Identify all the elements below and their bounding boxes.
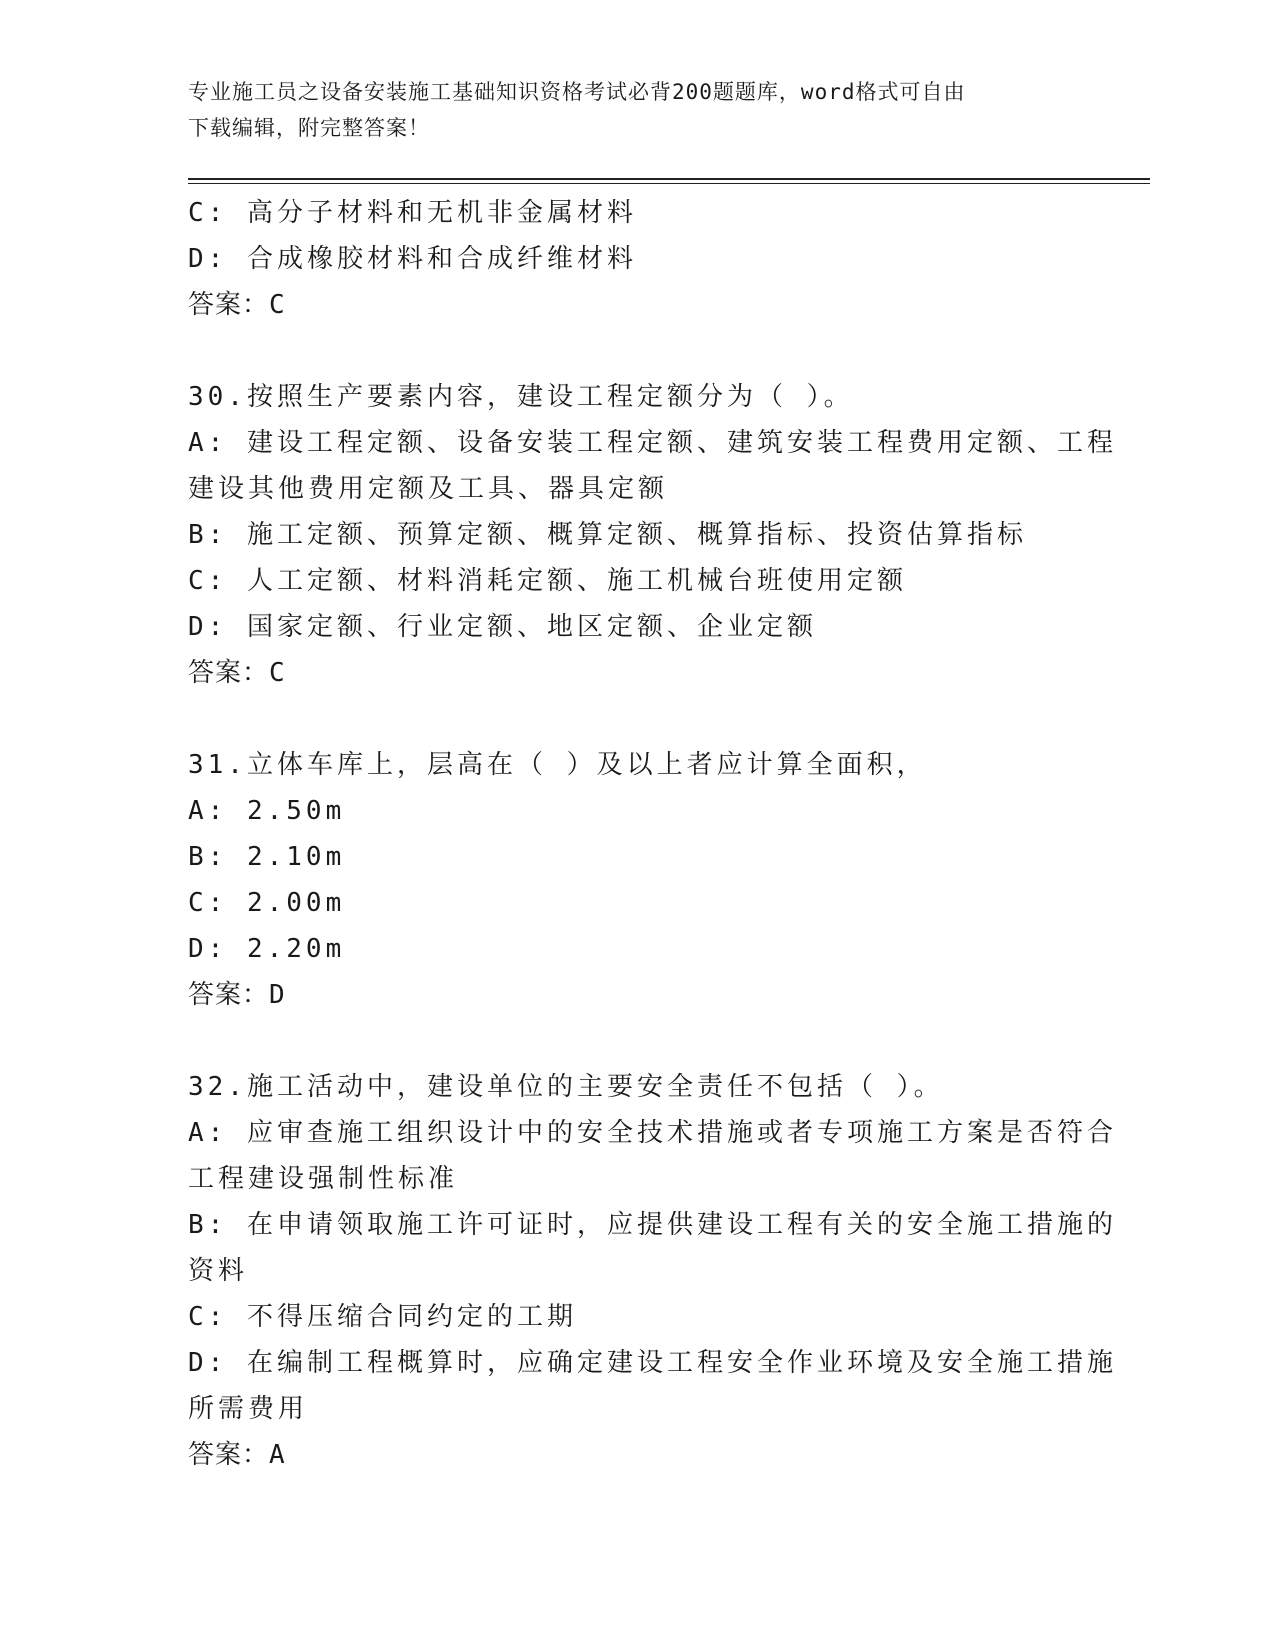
option-a: A: 2.50m bbox=[188, 796, 346, 826]
option-a-continued: 建设其他费用定额及工具、器具定额 bbox=[188, 474, 669, 504]
document-body bbox=[188, 190, 1117, 1478]
option-d: D: 合成橡胶材料和合成纤维材料 bbox=[188, 244, 637, 274]
option-c: C: 不得压缩合同约定的工期 bbox=[188, 1302, 577, 1332]
answer: 答案：A bbox=[188, 1440, 286, 1470]
page-header bbox=[188, 74, 1088, 146]
spacer bbox=[188, 328, 1088, 374]
option-d: D: 国家定额、行业定额、地区定额、企业定额 bbox=[188, 612, 817, 642]
option-b: B: 2.10m bbox=[188, 842, 346, 872]
answer: 答案：C bbox=[188, 658, 286, 688]
option-c: C: 人工定额、材料消耗定额、施工机械台班使用定额 bbox=[188, 566, 907, 596]
header-line-2: 下载编辑，附完整答案！ bbox=[188, 116, 430, 140]
question-30 bbox=[188, 374, 1117, 696]
question-31 bbox=[188, 742, 1088, 1018]
option-b-continued: 资料 bbox=[188, 1256, 249, 1286]
option-a-continued: 工程建设强制性标准 bbox=[188, 1164, 459, 1194]
answer: 答案：C bbox=[188, 290, 286, 320]
option-c: C: 高分子材料和无机非金属材料 bbox=[188, 198, 637, 228]
spacer bbox=[188, 696, 1088, 742]
header-line-1: 专业施工员之设备安装施工基础知识资格考试必背200题题库，word格式可自由 bbox=[188, 80, 966, 104]
question-text: 30.按照生产要素内容，建设工程定额分为（ ）。 bbox=[188, 382, 854, 412]
header-divider-thick bbox=[188, 178, 1150, 180]
option-a: A: 建设工程定额、设备安装工程定额、建筑安装工程费用定额、工程 bbox=[188, 428, 1117, 458]
option-b: B: 施工定额、预算定额、概算定额、概算指标、投资估算指标 bbox=[188, 520, 1027, 550]
previous-question bbox=[188, 190, 1088, 328]
option-d: D: 2.20m bbox=[188, 934, 346, 964]
question-32 bbox=[188, 1064, 1117, 1478]
question-text: 31.立体车库上，层高在（ ）及以上者应计算全面积， bbox=[188, 750, 927, 780]
option-a: A: 应审查施工组织设计中的安全技术措施或者专项施工方案是否符合 bbox=[188, 1118, 1117, 1148]
answer: 答案：D bbox=[188, 980, 286, 1010]
option-c: C: 2.00m bbox=[188, 888, 346, 918]
question-text: 32.施工活动中，建设单位的主要安全责任不包括（ ）。 bbox=[188, 1072, 944, 1102]
option-d: D: 在编制工程概算时，应确定建设工程安全作业环境及安全施工措施 bbox=[188, 1348, 1117, 1378]
spacer bbox=[188, 1018, 1088, 1064]
option-d-continued: 所需费用 bbox=[188, 1394, 309, 1424]
header-divider-thin bbox=[188, 183, 1150, 184]
option-b: B: 在申请领取施工许可证时，应提供建设工程有关的安全施工措施的 bbox=[188, 1210, 1117, 1240]
